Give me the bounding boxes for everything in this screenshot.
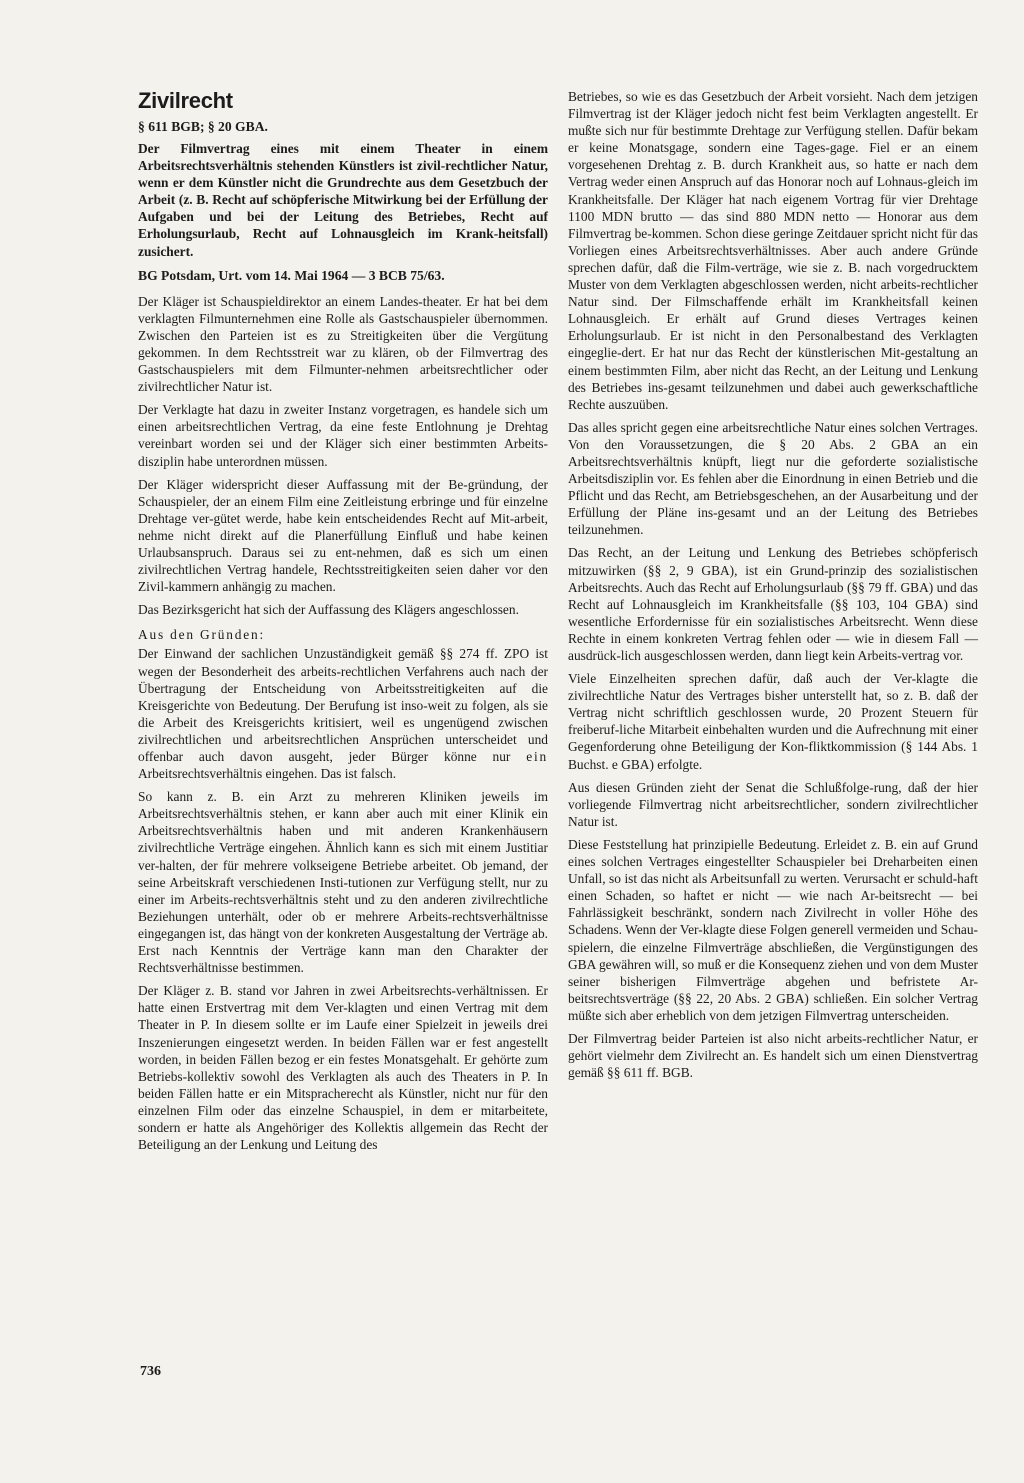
norm-reference: § 611 BGB; § 20 GBA. xyxy=(138,119,268,134)
facts-paragraph: Der Verklagte hat dazu in zweiter Instanz vorgetragen, es handele sich um einen arbeitsrechtlichen Vertrag, da eine feste Entlohnung je Drehtag vereinbart worden sei und der Kläger sich einer bestimmten Arbeits-disziplin habe unterordnen müssen. xyxy=(138,402,548,469)
grounds-text: Der Einwand der sachlichen Unzuständigkeit gemäß §§ 274 ff. ZPO ist wegen der Besonderheit des arbeits-rechtlichen Verfahrens auch nach der Übertragung der Entscheidung von Arbeitsstreitigkeiten auf die Kreisgerichte von Bedeutung. Der Berufung ist inso-weit zu folgen, als sie die Arbeit des Kreisgerichts kritisiert, weil es ungenügend zwischen zivilrechtlichen und arbeitsrechtlichen Ansprüchen unterscheidet und offenbar auch davon ausgeht, jeder Bürger könne nur xyxy=(138,646,548,764)
grounds-paragraph: Diese Feststellung hat prinzipielle Bedeutung. Erleidet z. B. ein auf Grund eines solchen Vertrages eingestellter Schauspieler bei Dreharbeiten einen Unfall, so ist das nicht als Arbeitsunfall zu werten. Verursacht er schuld-haft einen Schaden, so haftet er nicht — wie nach Ar-beitsrecht — bei Fahrlässigkeit beschränkt, sondern nach Zivilrecht in voller Höhe des Schadens. Wenn der Ver-klagte diese Folgen generell vermeiden und Schau-spielern, die einzelne Filmverträge abschließen, die Vergünstigungen des GBA gewähren will, so muß er die Konsequenz ziehen und von dem Muster seiner bisherigen Filmverträge abgehen und befristete Ar-beitsrechtsverträge (§§ 22, 20 Abs. 2 GBA) schließen. Ein solcher Vertrag müßte sich aber erheblich von dem jetzigen Filmvertrag unterscheiden. xyxy=(568,836,978,1023)
grounds-paragraph: Aus diesen Gründen zieht der Senat die Schlußfolge-rung, daß der hier vorliegende Filmvertrag nicht arbeitsrechtlicher, sondern zivilrechtlicher Natur ist. xyxy=(568,779,978,829)
facts-paragraph: Der Kläger widerspricht dieser Auffassung mit der Be-gründung, der Schauspieler, der an einem Film eine Zeitleistung erbringe und für einzelne Drehtage ver-gütet werde, habe kein entscheidendes Recht auf Mit-arbeit, nehme nicht direkt auf die Planerfüllung Einfluß und habe keinen Urlaubsanspruch. Daraus sei zu ent-nehmen, daß es sich um einen zivilrechtlichen Vertrag handele, Rechtsstreitigkeiten seien daher vor den Zivil-kammern anhängig zu machen. xyxy=(138,476,548,595)
grounds-paragraph: Das Recht, an der Leitung und Lenkung des Betriebes schöpferisch mitzuwirken (§§ 2, 9 GBA), ist ein Grund-prinzip des sozialistischen Arbeitsrechts. Auch das Recht auf Erholungsurlaub (§§ 79 ff. GBA) und das Recht auf Lohnausgleich im Krankheitsfalle (§§ 103, 104 GBA) sind wesentliche Erfordernisse für ein sozialistisches Arbeitsrecht. Wenn diese Rechte in einem konkreten Vertrag fehlen oder — wie in diesem Fall — ausdrück-lich ausgeschlossen werden, dann liegt kein Arbeits-vertrag vor. xyxy=(568,545,978,663)
grounds-paragraph: So kann z. B. ein Arzt zu mehreren Kliniken jeweils im Arbeitsrechtsverhältnis stehen, er kann aber auch mit einer Klinik ein Arbeitsrechtsverhältnis haben und mit anderen Krankenhäusern zivilrechtliche Verträge eingehen. Ähnlich kann es sich mit einem Justitiar ver-halten, der für mehrere volkseigene Betriebe arbeitet. Ob jemand, der seine Arbeitskraft verschiedenen Insti-tutionen zur Verfügung stellt, nur zu einer im Arbeits-rechtsverhältnis steht und zu den anderen zivilrechtliche Beziehungen unterhält, oder ob er mehrere Arbeits-rechtsverhältnisse eingegangen ist, das hängt von der konkreten Ausgestaltung der Verträge ab. Erst nach Kenntnis der Verträge kann man den Charakter der Rechtsverhältnisse bestimmen. xyxy=(138,789,548,976)
emphasis-word: ein xyxy=(526,749,548,764)
grounds-paragraph: Betriebes, so wie es das Gesetzbuch der Arbeit vorsieht. Nach dem jetzigen Filmvertrag ist der Kläger jedoch nicht fest beim Verklagten angestellt. Er mußte sich nur für bestimmte Drehtage zur Verfügung stellen. Dafür bekam er keine Monatsgage, sondern eine Tages-gage. Fiel er an einem vorgesehenen Drehtag z. B. durch Krankheit aus, so hatte er nach dem Vertrag weder einen Anspruch auf das Honorar noch auf Lohnaus-gleich im Krankheitsfalle. Der Kläger hat nach eigenem Vortrag für vier Drehtage 1100 MDN brutto — das sind 880 MDN netto — Honorar aus dem Filmvertrag be-kommen. Schon diese geringe Zeitdauer spricht nicht für das Vorliegen eines Arbeitsrechtsverhältnisses. Aber auch andere Gründe sprechen dafür, daß die Film-verträge, wie sie z. B. nach vorgedrucktem Muster von dem Verklagten abgeschlossen werden, nicht arbeits-rechtlicher Natur sind. Der Filmschaffende erhält im Krankheitsfall keinen Lohnausgleich. Er erhält auf Grund dieses Vertrages keinen Erholungsurlaub. Er ist nicht in den Personalbestand des Verklagten eingeglie-dert. Er hat nur das Recht der künstlerischen Mit-gestaltung an einem bestimmten Film, aber nicht das Recht, an der Leitung und Lenkung des Betriebes ins-gesamt teilzunehmen und dabei auch gewerkschaftliche Rechte auszuüben. xyxy=(568,89,978,412)
facts-paragraph: Der Kläger ist Schauspieldirektor an einem Landes-theater. Er hat bei dem verklagten Filmunternehmen eine Rolle als Gastschauspieler übernommen. Zwischen den Parteien ist es zu Streitigkeiten über die Vergütung gekommen. In dem Rechtsstreit war zu klären, ob der Filmvertrag des Gastschauspielers mit dem Filmunter-nehmen arbeitsrechtlicher oder zivilrechtlicher Natur ist. xyxy=(138,293,548,395)
right-column xyxy=(568,88,978,1087)
left-column xyxy=(138,88,548,1159)
grounds-heading: Aus den Gründen: xyxy=(138,627,265,643)
grounds-text: Arbeitsrechtsverhältnis eingehen. Das ist falsch. xyxy=(138,766,397,782)
court-citation: BG Potsdam, Urt. vom 14. Mai 1964 — 3 BCB 75/63. xyxy=(138,267,445,283)
grounds-paragraph: Der Filmvertrag beider Parteien ist also nicht arbeits-rechtlicher Natur, er gehört vielmehr dem Zivilrecht an. Es handelt sich um einen Dienstvertrag gemäß §§ 611 ff. BGB. xyxy=(568,1030,978,1081)
grounds-paragraph: Der Kläger z. B. stand vor Jahren in zwei Arbeitsrechts-verhältnissen. Er hatte einen Erstvertrag mit dem Ver-klagten und einen Vertrag mit dem Theater in P. In diesem sollte er im Laufe einer Spielzeit in jeweils drei Inszenierungen eingesetzt werden. In beiden Fällen war er fest angestellt worden, in beiden Fällen bezog er ein festes Monatsgehalt. Er gehörte zum Betriebs-kollektiv sowohl des Verklagten als auch des Theaters in P. In beiden Fällen hatte er ein Mitspracherecht als Künstler, nicht nur für den einzelnen Film oder das einzelne Schauspiel, in dem er mitarbeitete, sondern er hatte als Angehöriger des Kollektis allgemein das Recht der Beteiligung an der Lenkung und Leitung des xyxy=(138,983,548,1153)
grounds-paragraph: Viele Einzelheiten sprechen dafür, daß auch der Ver-klagte die zivilrechtliche Natur des Vertrages bisher unterstellt hat, so z. B. daß der Vertrag nicht schriftlich geschlossen wurde, 20 Prozent Steuern für freiberuf-liche Mitarbeit einbehalten wurden und die Aufrechnung mit einer Gegenforderung ohne Beteiligung der Kon-fliktkommission (§ 144 Abs. 1 Buchst. e GBA) erfolgte. xyxy=(568,671,978,772)
page-number: 736 xyxy=(140,1364,161,1379)
facts-paragraph: Das Bezirksgericht hat sich der Auffassung des Klägers angeschlossen. xyxy=(138,602,519,618)
section-title: Zivilrecht xyxy=(138,88,233,113)
headnote: Der Filmvertrag eines mit einem Theater in einem Arbeitsrechtsverhältnis stehenden Künstlers ist zivil-rechtlicher Natur, wenn er dem Künstler nicht die Grundrechte aus dem Gesetzbuch der Arbeit (z. B. Recht auf schöpferische Mitwirkung bei der Erfüllung der Aufgaben und bei der Leitung des Betriebes, Recht auf Erholungsurlaub, Recht auf Lohnausgleich im Krank-heitsfall) zusichert. xyxy=(138,141,548,259)
grounds-paragraph xyxy=(138,645,548,782)
grounds-paragraph: Das alles spricht gegen eine arbeitsrechtliche Natur eines solchen Vertrages. Von den Voraussetzungen, die § 20 Abs. 2 GBA an ein Arbeitsrechtsverhältnis knüpft, liegt nur die geforderte sozialistische Arbeitsdisziplin vor. Es fehlen aber die Einordnung in einen Betrieb und die Pflicht und das Recht, am Betriebsgeschehen, an der Ausarbeitung und der Erfüllung der Pläne ins-gesamt und an der Leitung des Betriebes teilzunehmen. xyxy=(568,419,978,538)
